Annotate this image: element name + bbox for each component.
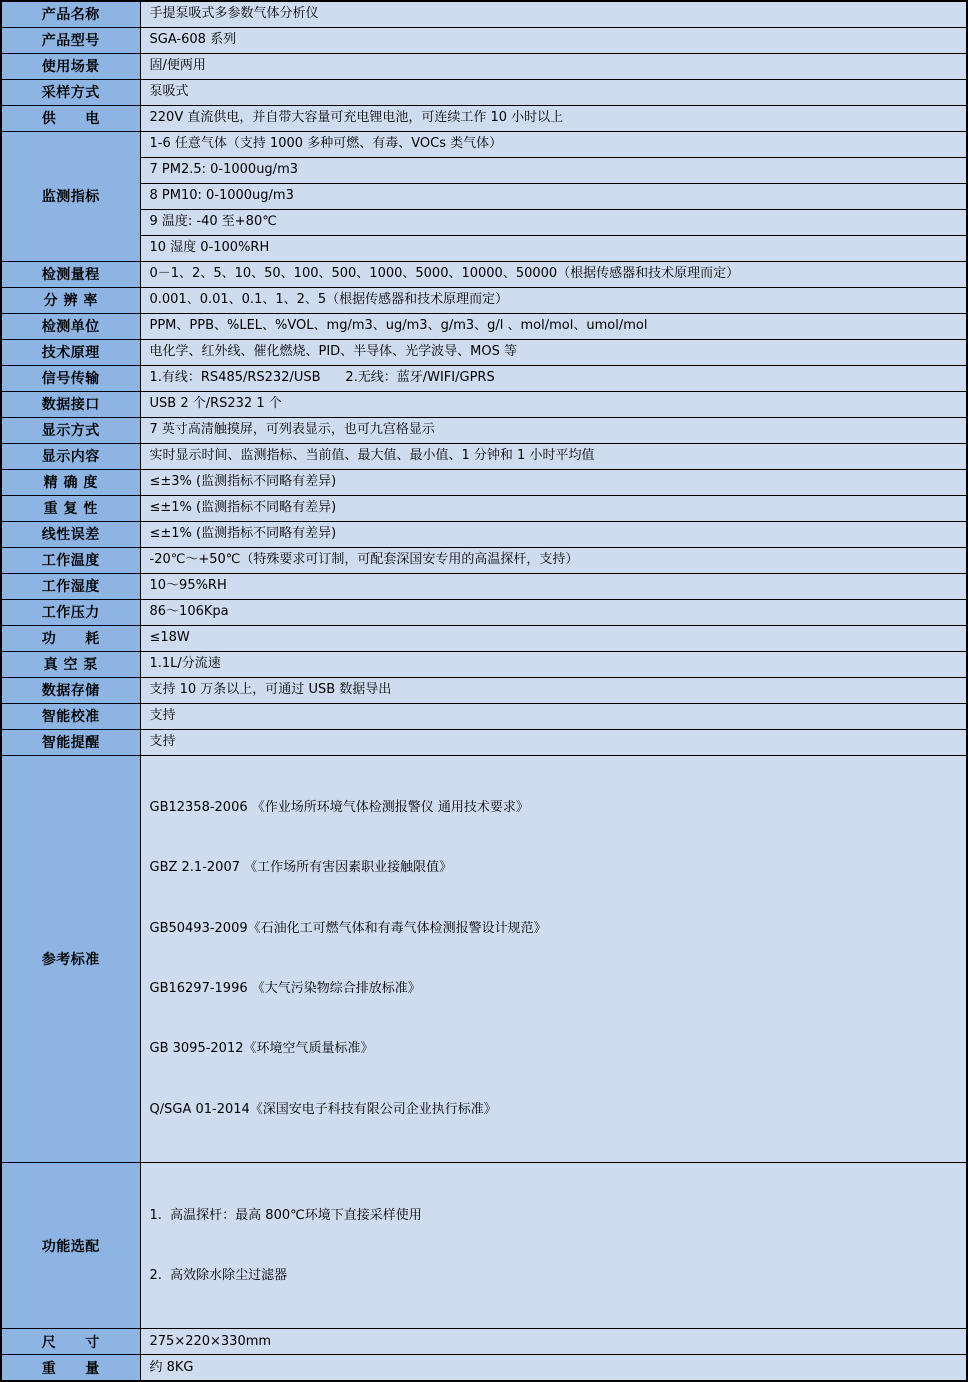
row-value-dimensions: 275×220×330mm [140,1329,967,1355]
table-row [1,677,967,703]
monitoring-indicator-item: 9 温度: -40 至+80℃ [140,209,967,235]
row-label-technical-principle: 技术原理 [1,339,140,365]
row-value-smart-reminder: 支持 [140,729,967,755]
row-value-reference-standards [140,755,967,1163]
row-value-working-temperature: -20℃～+50℃（特殊要求可订制，可配套深国安专用的高温探杆，支持） [140,547,967,573]
row-value-smart-calibration: 支持 [140,703,967,729]
row-label-detection-unit: 检测单位 [1,313,140,339]
reference-standard-item: GB50493-2009《石油化工可燃气体和有毒气体检测报警设计规范》 [149,920,547,936]
row-label-repeatability: 重 复 性 [1,495,140,521]
reference-standard-item: GB16297-1996 《大气污染物综合排放标准》 [149,981,421,997]
row-label-power-supply: 供 电 [1,105,140,131]
row-label-working-humidity: 工作湿度 [1,573,140,599]
table-row [1,547,967,573]
row-value-optional-features [140,1163,967,1329]
row-label-detection-range: 检测量程 [1,261,140,287]
row-label-dimensions: 尺 寸 [1,1329,140,1355]
row-value-accuracy: ≤±3% (监测指标不同略有差异) [140,469,967,495]
row-value-power-supply: 220V 直流供电，并自带大容量可充电锂电池，可连续工作 10 小时以上 [140,105,967,131]
table-row [1,261,967,287]
table-row [1,625,967,651]
row-label-power-consumption: 功 耗 [1,625,140,651]
row-label-vacuum-pump: 真 空 泵 [1,651,140,677]
table-row [1,573,967,599]
table-row [1,755,967,1163]
monitoring-indicator-item: 10 湿度 0-100%RH [140,235,967,261]
table-row [1,1163,967,1329]
row-value-working-humidity: 10～95%RH [140,573,967,599]
row-label-smart-reminder: 智能提醒 [1,729,140,755]
table-row [1,391,967,417]
optional-feature-item: 1. 高温探杆：最高 800℃环境下直接采样使用 [149,1207,422,1223]
table-row [1,313,967,339]
row-value-detection-range: 0－1、2、5、10、50、100、500、1000、5000、10000、50000（根据传感器和技术原理而定） [140,261,967,287]
table-row [1,1329,967,1355]
row-value-sampling-method: 泵吸式 [140,79,967,105]
reference-standard-item: GB12358-2006 《作业场所环境气体检测报警仪 通用技术要求》 [149,799,529,815]
row-value-data-interface: USB 2 个/RS232 1 个 [140,391,967,417]
row-label-working-pressure: 工作压力 [1,599,140,625]
table-row [1,131,967,157]
row-value-usage-scenario: 固/便两用 [140,53,967,79]
table-row [1,157,967,183]
reference-standard-item: Q/SGA 01-2014《深国安电子科技有限公司企业执行标准》 [149,1101,497,1117]
row-value-data-storage: 支持 10 万条以上，可通过 USB 数据导出 [140,677,967,703]
table-row [1,599,967,625]
optional-feature-item: 2. 高效除水除尘过滤器 [149,1268,288,1284]
row-value-technical-principle: 电化学、红外线、催化燃烧、PID、半导体、光学波导、MOS 等 [140,339,967,365]
monitoring-indicator-item: 8 PM10: 0-1000ug/m3 [140,183,967,209]
row-label-linearity-error: 线性误差 [1,521,140,547]
row-value-detection-unit: PPM、PPB、%LEL、%VOL、mg/m3、ug/m3、g/m3、g/l 、mol/mol、umol/mol [140,313,967,339]
table-row [1,651,967,677]
row-value-linearity-error: ≤±1% (监测指标不同略有差异) [140,521,967,547]
row-label-accuracy: 精 确 度 [1,469,140,495]
monitoring-indicator-item: 1-6 任意气体（支持 1000 多种可燃、有毒、VOCs 类气体） [140,131,967,157]
table-row [1,183,967,209]
table-row [1,703,967,729]
table-row [1,339,967,365]
monitoring-indicator-item: 7 PM2.5: 0-1000ug/m3 [140,157,967,183]
row-label-data-interface: 数据接口 [1,391,140,417]
reference-standard-item: GBZ 2.1-2007 《工作场所有害因素职业接触限值》 [149,860,453,876]
table-row [1,495,967,521]
row-label-smart-calibration: 智能校准 [1,703,140,729]
row-value-weight: 约 8KG [140,1355,967,1381]
table-row [1,209,967,235]
row-value-vacuum-pump: 1.1L/分流速 [140,651,967,677]
row-value-resolution: 0.001、0.01、0.1、1、2、5（根据传感器和技术原理而定） [140,287,967,313]
row-label-monitoring-indicators: 监测指标 [1,131,140,261]
table-row [1,1355,967,1381]
row-label-resolution: 分 辨 率 [1,287,140,313]
row-label-working-temperature: 工作温度 [1,547,140,573]
row-label-weight: 重 量 [1,1355,140,1381]
row-value-display-content: 实时显示时间、监测指标、当前值、最大值、最小值、1 分钟和 1 小时平均值 [140,443,967,469]
table-row [1,417,967,443]
table-row [1,27,967,53]
row-value-power-consumption: ≤18W [140,625,967,651]
table-row [1,365,967,391]
table-row [1,1,967,27]
row-value-repeatability: ≤±1% (监测指标不同略有差异) [140,495,967,521]
row-label-usage-scenario: 使用场景 [1,53,140,79]
table-row [1,53,967,79]
row-label-product-name: 产品名称 [1,1,140,27]
row-label-sampling-method: 采样方式 [1,79,140,105]
reference-standard-item: GB 3095-2012《环境空气质量标准》 [149,1041,374,1057]
table-row [1,521,967,547]
row-value-signal-transmission: 1.有线：RS485/RS232/USB 2.无线：蓝牙/WIFI/GPRS [140,365,967,391]
row-value-product-model: SGA-608 系列 [140,27,967,53]
table-row [1,287,967,313]
row-value-product-name: 手提泵吸式多参数气体分析仪 [140,1,967,27]
row-value-working-pressure: 86～106Kpa [140,599,967,625]
table-row [1,729,967,755]
table-row [1,79,967,105]
table-row [1,469,967,495]
table-row [1,443,967,469]
table-row [1,235,967,261]
row-label-optional-features: 功能选配 [1,1163,140,1329]
row-label-signal-transmission: 信号传输 [1,365,140,391]
row-value-display-mode: 7 英寸高清触摸屏，可列表显示，也可九宫格显示 [140,417,967,443]
row-label-display-content: 显示内容 [1,443,140,469]
table-row [1,105,967,131]
row-label-display-mode: 显示方式 [1,417,140,443]
row-label-reference-standards: 参考标准 [1,755,140,1163]
row-label-data-storage: 数据存储 [1,677,140,703]
row-label-product-model: 产品型号 [1,27,140,53]
